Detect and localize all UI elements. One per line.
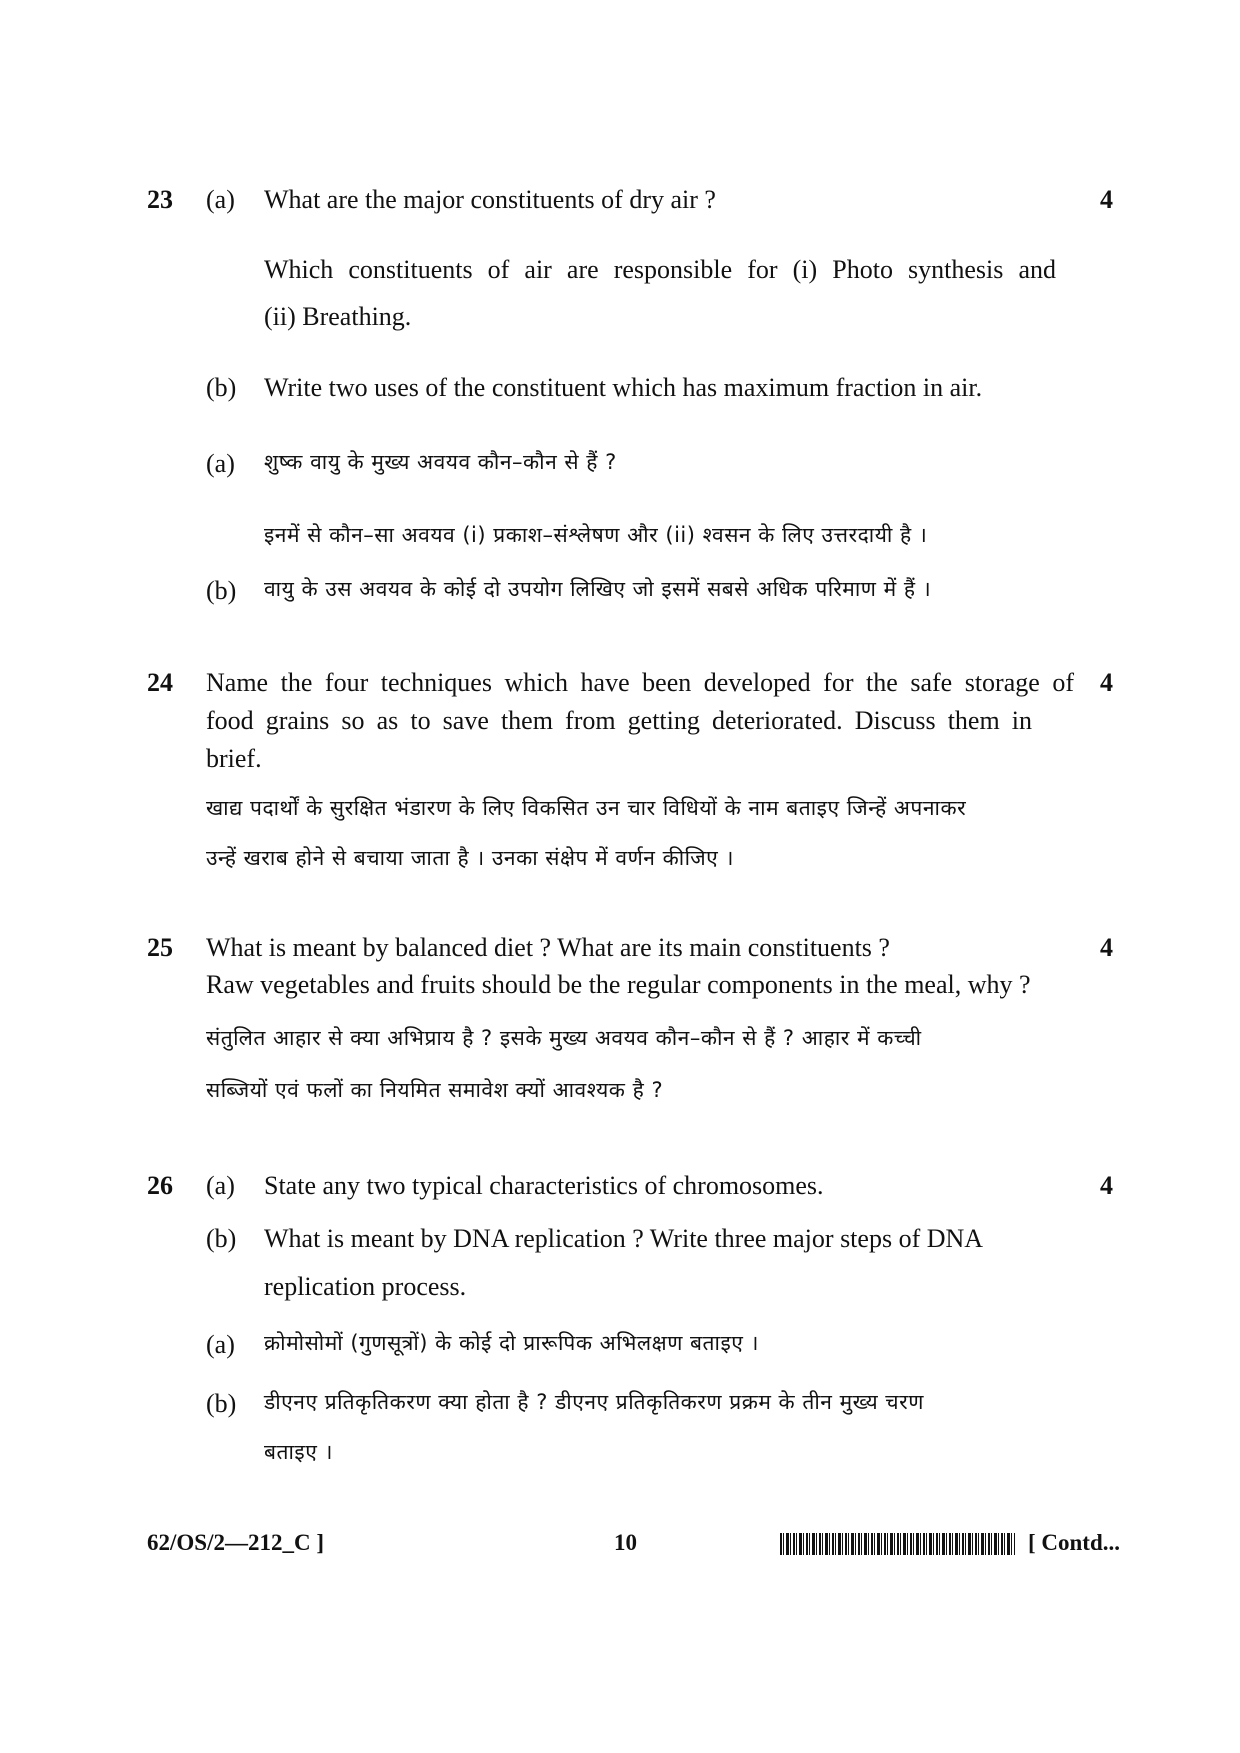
question-text: food grains so as to save them from getting deteriorated. Discuss them in [206, 706, 1032, 735]
part-label: (a) [206, 1171, 235, 1200]
continued-label: [ Contd... [1028, 1530, 1121, 1555]
question-text: Which constituents of air are responsible for (i) Photo synthesis and [264, 255, 1056, 284]
question-text: State any two typical characteristics of chromosomes. [264, 1171, 824, 1200]
question-text: (ii) Breathing. [264, 302, 412, 331]
question-text: Name the four techniques which have been developed for the safe storage of [206, 668, 1074, 697]
hindi-question-text: क्रोमोसोमों (गुणसूत्रों) के कोई दो प्रारूपिक अभिलक्षण बताइए । [264, 1331, 760, 1355]
question-number: 24 [147, 668, 173, 697]
question-text: replication process. [264, 1272, 467, 1301]
barcode [780, 1533, 1015, 1555]
question-text: Raw vegetables and fruits should be the regular components in the meal, why ? [206, 970, 1031, 999]
part-label: (b) [206, 576, 237, 605]
question-text: What are the major constituents of dry air ? [264, 185, 716, 214]
hindi-question-text: संतुलित आहार से क्या अभिप्राय है ? इसके मुख्य अवयव कौन–कौन से हैं ? आहार में कच्ची [206, 1026, 922, 1050]
part-label: (b) [206, 1389, 237, 1418]
hindi-question-text: बताइए । [264, 1440, 333, 1464]
question-text: Write two uses of the constituent which has maximum fraction in air. [264, 373, 983, 402]
question-number: 25 [147, 933, 173, 962]
hindi-question-text: उन्हें खराब होने से बचाया जाता है । उनका संक्षेप में वर्णन कीजिए । [206, 846, 734, 870]
marks: 4 [1100, 1171, 1113, 1200]
question-number: 26 [147, 1171, 173, 1200]
question-text: What is meant by balanced diet ? What are its main constituents ? [206, 933, 890, 962]
question-text: What is meant by DNA replication ? Write three major steps of DNA [264, 1224, 984, 1253]
paper-code: 62/OS/2—212_C ] [147, 1530, 324, 1555]
marks: 4 [1100, 185, 1113, 214]
hindi-question-text: वायु के उस अवयव के कोई दो उपयोग लिखिए जो इसमें सबसे अधिक परिमाण में हैं । [264, 577, 932, 601]
question-number: 23 [147, 185, 173, 214]
part-label: (a) [206, 1330, 235, 1359]
part-label: (b) [206, 373, 237, 402]
part-label: (a) [206, 449, 235, 478]
hindi-question-text: शुष्क वायु के मुख्य अवयव कौन–कौन से हैं ? [264, 450, 617, 474]
part-label: (b) [206, 1224, 237, 1253]
hindi-question-text: इनमें से कौन–सा अवयव (i) प्रकाश–संश्लेषण और (ii) श्वसन के लिए उत्तरदायी है । [264, 523, 928, 547]
question-text: brief. [206, 744, 262, 773]
part-label: (a) [206, 185, 235, 214]
marks: 4 [1100, 668, 1113, 697]
page-number: 10 [614, 1530, 637, 1555]
hindi-question-text: खाद्य पदार्थों के सुरक्षित भंडारण के लिए विकसित उन चार विधियों के नाम बताइए जिन्हें अपनाकर [206, 796, 967, 820]
hindi-question-text: सब्जियों एवं फलों का नियमित समावेश क्यों आवश्यक है ? [206, 1078, 664, 1102]
marks: 4 [1100, 933, 1113, 962]
hindi-question-text: डीएनए प्रतिकृतिकरण क्या होता है ? डीएनए प्रतिकृतिकरण प्रक्रम के तीन मुख्य चरण [264, 1390, 924, 1414]
